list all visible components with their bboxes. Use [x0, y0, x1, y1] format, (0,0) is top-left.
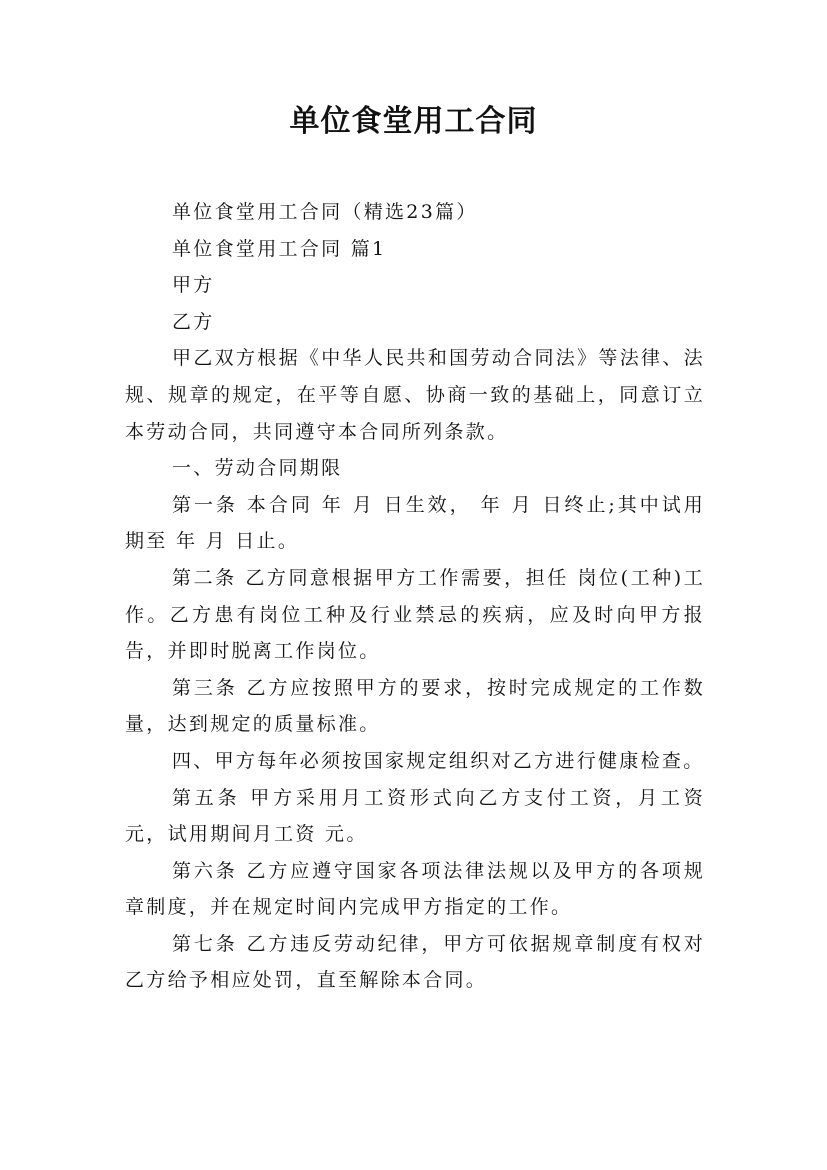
paragraph-article-2: 第二条 乙方同意根据甲方工作需要，担任 岗位(工种)工作。乙方患有岗位工种及行业禁忌的疾病，应及时向甲方报告，并即时脱离工作岗位。: [125, 566, 705, 663]
paragraph-article-6: 第六条 乙方应遵守国家各项法律法规以及甲方的各项规章制度，并在规定时间内完成甲方指定的工作。: [125, 859, 705, 919]
paragraph-article-3: 第三条 乙方应按照甲方的要求，按时完成规定的工作数量，达到规定的质量标准。: [125, 676, 705, 736]
paragraph-article-7: 第七条 乙方违反劳动纪律，甲方可依据规章制度有权对乙方给予相应处罚，直至解除本合同。: [125, 932, 705, 992]
paragraph-section-heading: 单位食堂用工合同 篇1: [172, 237, 387, 260]
document-title: 单位食堂用工合同: [289, 104, 538, 139]
paragraph-party-b: 乙方: [172, 310, 215, 333]
paragraph-subtitle: 单位食堂用工合同（精选23篇）: [172, 201, 478, 223]
paragraph-health-check: 四、甲方每年必须按国家规定组织对乙方进行健康检查。: [172, 749, 705, 772]
paragraph-preamble: 甲乙双方根据《中华人民共和国劳动合同法》等法律、法规、规章的规定，在平等自愿、协商一致的基础上，同意订立本劳动合同，共同遵守本合同所列条款。: [125, 347, 705, 443]
document-body: [125, 194, 705, 999]
paragraph-contract-term-heading: 一、劳动合同期限: [172, 457, 343, 480]
paragraph-article-5: 第五条 甲方采用月工资形式向乙方支付工资，月工资 元，试用期间月工资 元。: [125, 786, 705, 846]
paragraph-party-a: 甲方: [172, 274, 215, 297]
paragraph-article-1: 第一条 本合同 年 月 日生效， 年 月 日终止;其中试用期至 年 月 日止。: [125, 493, 705, 553]
